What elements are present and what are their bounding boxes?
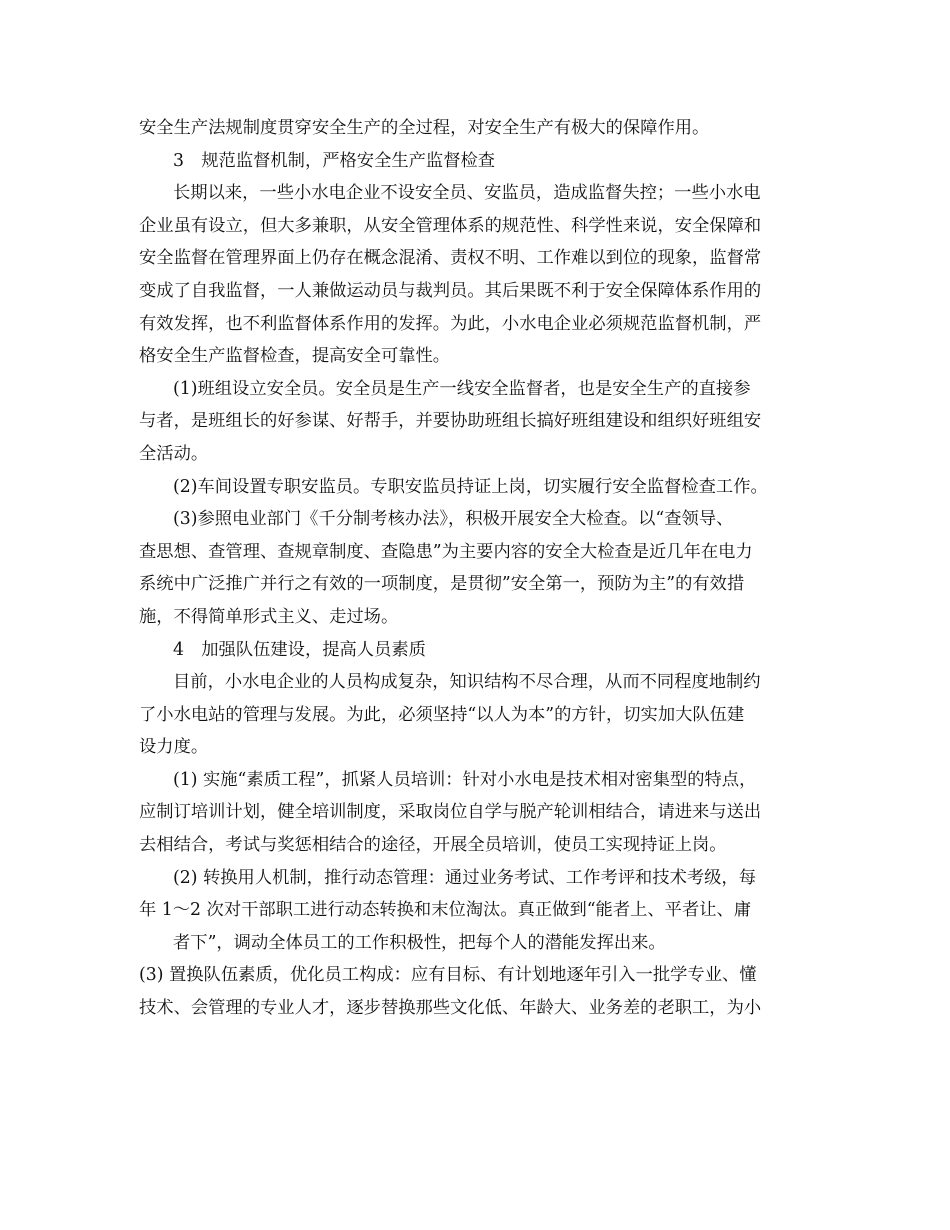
text-line: 安全生产法规制度贯穿安全生产的全过程，对安全生产有极大的保障作用。: [139, 118, 710, 138]
section-heading: 4 加强队伍建设，提高人员素质: [173, 639, 426, 660]
text-line: 系统中广泛推广并行之有效的一项制度，是贯彻”安全第一，预防为主”的有效措: [139, 574, 745, 595]
list-item-line: (3)参照电业部门《千分制考核办法》，积极开展安全大检查。以“查领导、: [173, 509, 734, 530]
text-line: 格安全生产监督检查，提高安全可靠性。: [139, 346, 451, 367]
document-body: [139, 112, 819, 1025]
list-item-line: (2) 转换用人机制，推行动态管理：通过业务考试、工作考评和技术考级，每: [173, 867, 756, 888]
text-line: 变成了自我监督，一人兼做运动员与裁判员。其后果既不利于安全保障体系作用的: [139, 280, 762, 301]
text-line: 应制订培训计划，健全培训制度，采取岗位自学与脱产轮训相结合，请进来与送出: [139, 802, 762, 823]
text-line: 安全监督在管理界面上仍存在概念混淆、责权不明、工作难以到位的现象，监督常: [139, 248, 762, 269]
text-line: 长期以来，一些小水电企业不设安全员、安监员，造成监督失控；一些小水电: [173, 183, 761, 204]
text-line: 了小水电站的管理与发展。为此，必须坚持“以人为本”的方针，切实加大队伍建: [139, 704, 745, 725]
text-line: 企业虽有设立，但大多兼职，从安全管理体系的规范性、科学性来说，安全保障和: [139, 215, 762, 236]
text-line: 有效发挥，也不利监督体系作用的发挥。为此，小水电企业必须规范监督机制，严: [139, 313, 762, 334]
section-heading: 3 规范监督机制，严格安全生产监督检查: [173, 150, 496, 171]
list-item-line: (2)车间设置专职安监员。专职安监员持证上岗，切实履行安全监督检查工作。: [173, 476, 768, 497]
list-item-line: (1) 实施“素质工程”，抓紧人员培训：针对小水电是技术相对密集型的特点，: [173, 769, 757, 790]
text-line: 查思想、查管理、查规章制度、查隐患”为主要内容的安全大检查是近几年在电力: [139, 541, 753, 562]
text-line: 目前，小水电企业的人员构成复杂，知识结构不尽合理，从而不同程度地制约: [173, 672, 761, 693]
list-item-line: (3) 置换队伍素质，优化员工构成：应有目标、有计划地逐年引入一批学专业、懂: [139, 965, 757, 986]
text-line: 去相结合，考试与奖惩相结合的途径，开展全员培训，使员工实现持证上岗。: [139, 835, 727, 856]
text-line: 与者，是班组长的好参谋、好帮手，并要协助班组长搞好班组建设和组织好班组安: [139, 411, 762, 432]
text-line: 施，不得简单形式主义、走过场。: [139, 606, 399, 627]
text-line: 者下”，调动全体员工的工作积极性，把每个人的潜能发挥出来。: [173, 932, 666, 953]
text-line: 年 1～2 次对干部职工进行动态转换和末位淘汰。真正做到“能者上、平者让、庸: [139, 900, 752, 921]
text-line: 设力度。: [139, 737, 209, 758]
text-line: 全活动。: [139, 443, 209, 464]
list-item-line: (1)班组设立安全员。安全员是生产一线安全监督者，也是安全生产的直接参: [173, 378, 751, 399]
text-line: 技术、会管理的专业人才，逐步替换那些文化低、年龄大、业务差的老职工，为小: [139, 998, 762, 1019]
